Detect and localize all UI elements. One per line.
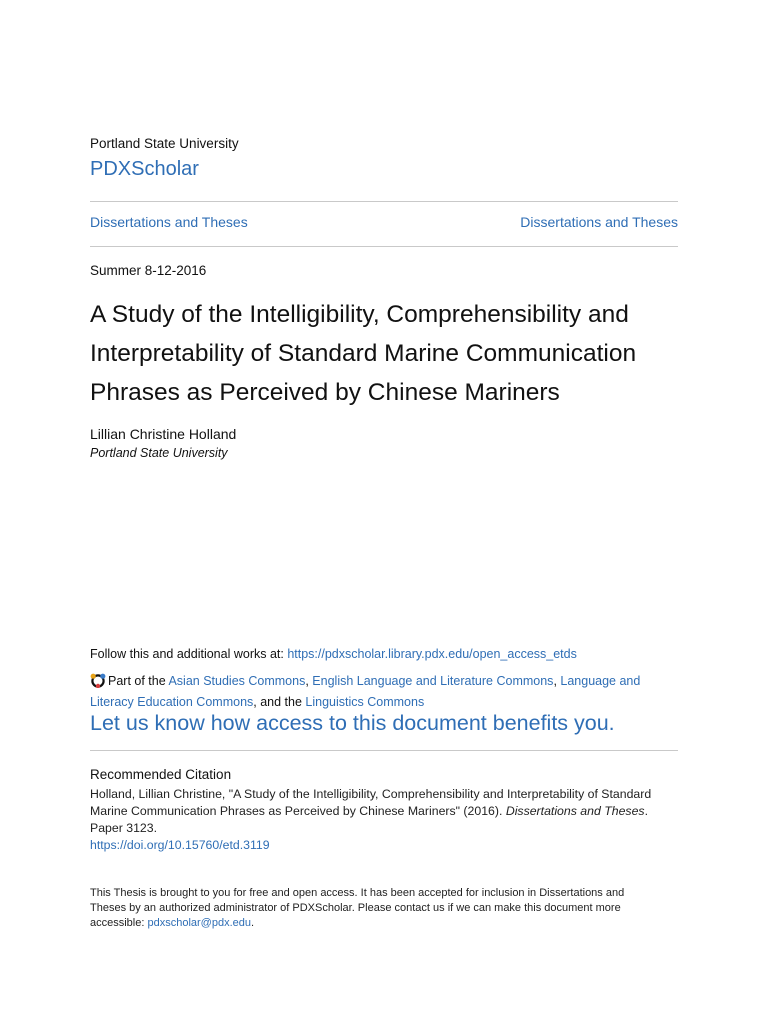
document-title: A Study of the Intelligibility, Comprehensibility and Interpretability of Standard Marine Communication Phrases as Perceived by Chinese Mariners: [90, 301, 637, 406]
open-access-link[interactable]: https://pdxscholar.library.pdx.edu/open_access_etds: [287, 647, 577, 661]
institution-name: Portland State University: [90, 136, 239, 151]
commons-link-english-language[interactable]: English Language and Literature Commons: [312, 674, 554, 688]
commons-link-language-literacy[interactable]: Language and Literacy Education Commons: [90, 674, 641, 709]
part-of-prefix: Part of the: [108, 674, 169, 688]
follow-line: [90, 647, 577, 661]
collection-link-left[interactable]: Dissertations and Theses: [90, 214, 248, 230]
commons-link-asian-studies[interactable]: Asian Studies Commons: [168, 674, 306, 688]
citation-text: [90, 786, 678, 837]
contact-email-link[interactable]: pdxscholar@pdx.edu: [147, 917, 251, 929]
divider-citation: [90, 750, 678, 751]
citation-series: Dissertations and Theses: [505, 804, 645, 818]
notice-end: .: [251, 917, 255, 929]
commons-link-linguistics[interactable]: Linguistics Commons: [305, 695, 425, 709]
doi-link[interactable]: https://doi.org/10.15760/etd.3119: [90, 838, 270, 852]
part-of-line: [90, 671, 678, 713]
separator: ,: [553, 674, 561, 688]
publication-date: Summer 8-12-2016: [90, 263, 207, 278]
repository-link[interactable]: PDXScholar: [90, 158, 199, 180]
collection-link-right[interactable]: Dissertations and Theses: [520, 214, 678, 230]
network-commons-icon: [90, 672, 106, 688]
author-affiliation: Portland State University: [90, 446, 228, 460]
access-notice: [90, 886, 650, 931]
author-name: Lillian Christine Holland: [90, 426, 237, 442]
citation-heading: Recommended Citation: [90, 767, 232, 782]
citation-paper: . Paper 3123.: [90, 804, 648, 835]
notice-text: This Thesis is brought to you for free and open access. It has been accepted for inclusion in Dissertations and Theses by an authorized administrator of PDXScholar. Please contact us if we can make this document more accessible:: [90, 887, 625, 929]
separator: ,: [305, 674, 313, 688]
divider-collections: [90, 246, 678, 247]
citation-body: Holland, Lillian Christine, "A Study of the Intelligibility, Comprehensibility and Interpretability of Standard Marine Communication Phrases as Perceived by Chinese Mariners" (2016).: [90, 787, 652, 818]
separator: , and the: [253, 695, 306, 709]
divider-top: [90, 201, 678, 202]
follow-prefix: Follow this and additional works at:: [90, 647, 288, 661]
access-benefit-link[interactable]: Let us know how access to this document benefits you.: [90, 711, 615, 735]
